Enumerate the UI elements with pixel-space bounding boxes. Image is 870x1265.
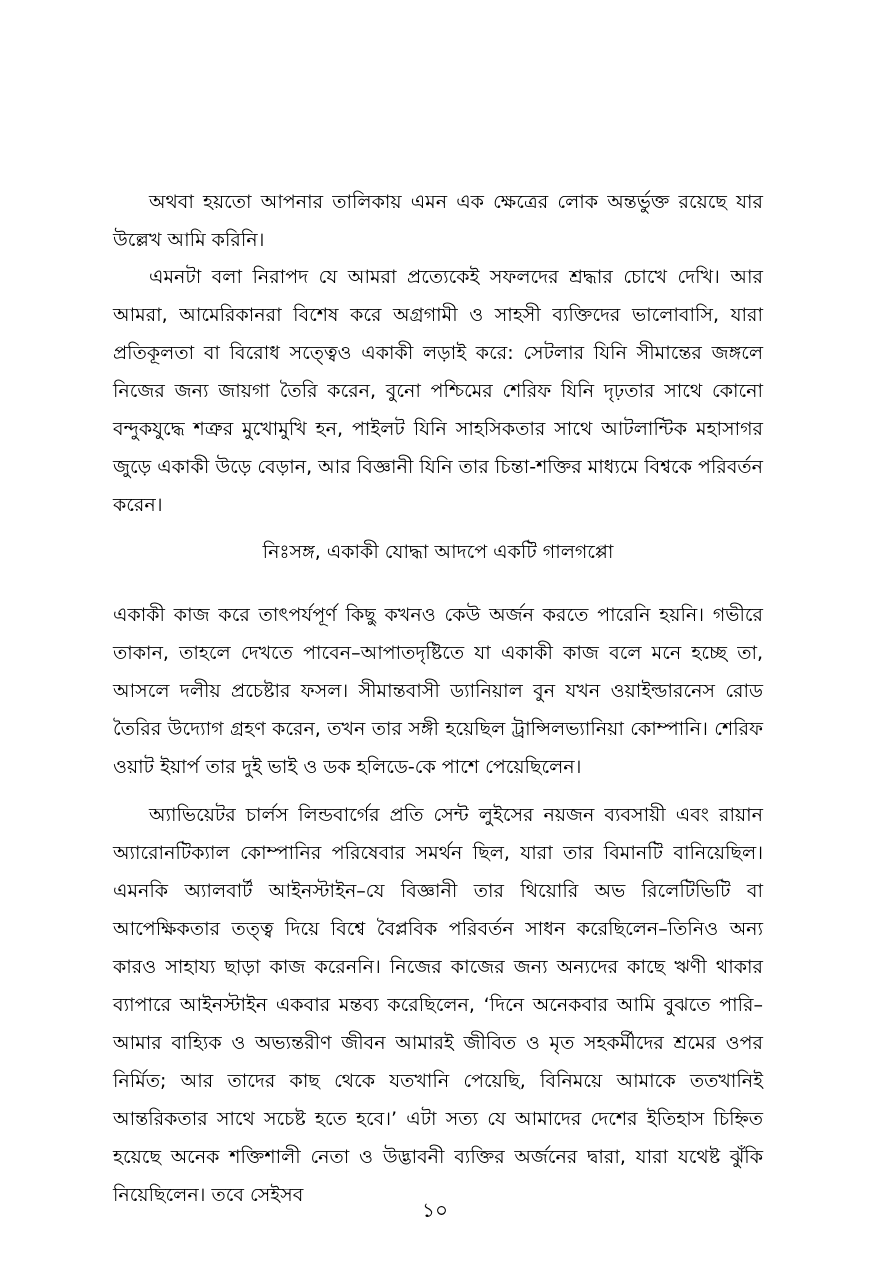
page-number: ১০ (422, 1198, 448, 1222)
body-paragraph-2: এমনটা বলা নিরাপদ যে আমরা প্রত্যেকেই সফলদের শ্রদ্ধার চোখে দেখি। আর আমরা, আমেরিকানরা বিশেষ করে অগ্রগামী ও সাহসী ব্যক্তিদের ভালোবাসি, যারা প্রতিকূলতা বা বিরোধ সত্ত্বেও একাকী লড়াই করে: সেটলার যিনি সীমান্তের জঙ্গলে নিজের জন্য জায়গা তৈরি করেন, বুনো পশ্চিমের শেরিফ যিনি দৃঢ়তার সাথে কোনো বন্দুকযুদ্ধে শত্রুর মুখোমুখি হন, পাইলট যিনি সাহসিকতার সাথে আটলান্টিক মহাসাগর জুড়ে একাকী উড়ে বেড়ান, আর বিজ্ঞানী যিনি তার চিন্তা-শক্তির মাধ্যমে বিশ্বকে পরিবর্তন করেন। (113, 266, 763, 516)
body-paragraph-1: অথবা হয়তো আপনার তালিকায় এমন এক ক্ষেত্রের লোক অন্তর্ভুক্ত রয়েছে যার উল্লেখ আমি করিনি। (113, 191, 763, 251)
section-heading: নিঃসঙ্গ, একাকী যোদ্ধা আদপে একটি গালগপ্পো (262, 541, 614, 563)
section-paragraph-1: একাকী কাজ করে তাৎপর্যপূর্ণ কিছু কখনও কেউ অর্জন করতে পারেনি হয়নি। গভীরে তাকান, তাহলে দেখতে পাবেন–আপাতদৃষ্টিতে যা একাকী কাজ বলে মনে হচ্ছে তা, আসলে দলীয় প্রচেষ্টার ফসল। সীমান্তবাসী ড্যানিয়াল বুন যখন ওয়াইল্ডারনেস রোড তৈরির উদ্যোগ গ্রহণ করেন, তখন তার সঙ্গী হয়েছিল ট্রান্সিলভ্যানিয়া কোম্পানি। শেরিফ ওয়াট ইয়ার্প তার দুই ভাই ও ডক হলিডে-কে পাশে পেয়েছিলেন। (113, 604, 763, 778)
section-paragraph-2: অ্যাভিয়েটর চার্লস লিন্ডবার্গের প্রতি সেন্ট লুইসের নয়জন ব্যবসায়ী এবং রায়ান অ্যারোনটিক্যাল কোম্পানির পরিষেবার সমর্থন ছিল, যারা তার বিমানটি বানিয়েছিল। এমনকি অ্যালবার্ট আইনস্টাইন–যে বিজ্ঞানী তার থিয়োরি অভ রিলেটিভিটি বা আপেক্ষিকতার তত্ত্ব দিয়ে বিশ্বে বৈপ্লবিক পরিবর্তন সাধন করেছিলেন–তিনিও অন্য কারও সাহায্য ছাড়া কাজ করেননি। নিজের কাজের জন্য অন্যদের কাছে ঋণী থাকার ব্যাপারে আইনস্টাইন একবার মন্তব্য করেছিলেন, ‘দিনে অনেকবার আমি বুঝতে পারি–আমার বাহ্যিক ও অভ্যন্তরীণ জীবন আমারই জীবিত ও মৃত সহকর্মীদের শ্রমের ওপর নির্মিত; আর তাদের কাছ থেকে যতখানি পেয়েছি, বিনিময়ে আমাকে ততখানিই আন্তরিকতার সাথে সচেষ্ট হতে হবে।’ এটা সত্য যে আমাদের দেশের ইতিহাস চিহ্নিত হয়েছে অনেক শক্তিশালী নেতা ও উদ্ভাবনী ব্যক্তির অর্জনের দ্বারা, যারা যথেষ্ট ঝুঁকি নিয়েছিলেন। তবে সেইসব (113, 804, 763, 1206)
